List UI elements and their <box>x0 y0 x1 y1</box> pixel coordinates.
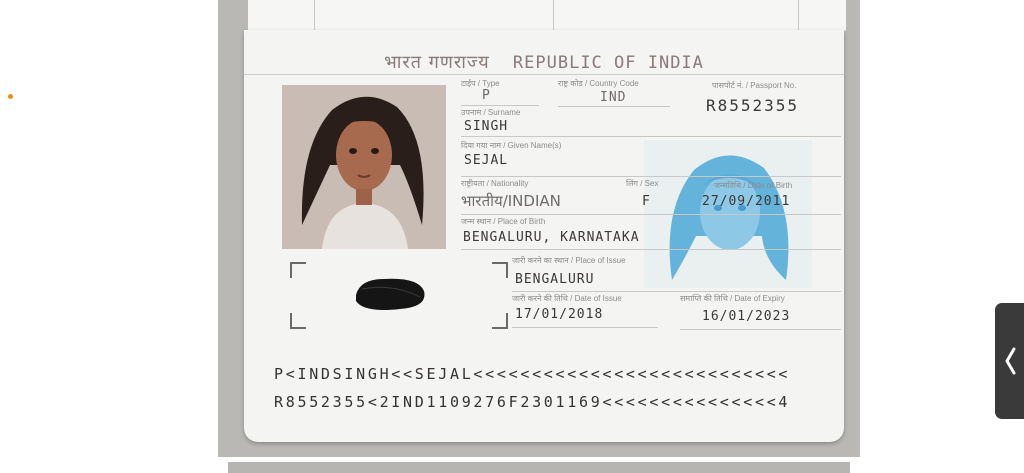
passport-data-page <box>244 30 844 442</box>
indicator-dot <box>8 94 13 99</box>
place-of-issue-value: BENGALURU <box>515 272 595 287</box>
header-english: REPUBLIC OF INDIA <box>512 53 704 73</box>
nationality-value: भारतीय/INDIAN <box>461 192 561 210</box>
type-value: P <box>482 88 491 103</box>
mrz-line-2: R8552355<2IND1109276F2301169<<<<<<<<<<<<<<<4 <box>274 393 791 411</box>
sex-value: F <box>642 194 651 209</box>
country-code-value: IND <box>600 90 627 105</box>
chevron-left-icon <box>1003 346 1017 376</box>
place-of-birth-label: जन्म स्थान / Place of Birth <box>461 217 546 226</box>
date-of-expiry-value: 16/01/2023 <box>702 309 791 324</box>
nationality-label: राष्ट्रीयता / Nationality <box>461 179 529 188</box>
sex-label: लिंग / Sex <box>626 179 659 188</box>
date-of-issue-label: जारी करने की तिथि / Date of Issue <box>512 294 622 303</box>
portrait-image <box>282 85 446 249</box>
holder-photo <box>282 85 446 249</box>
surname-label: उपनाम / Surname <box>461 108 521 117</box>
dob-label: जन्मतिथि / Date of Birth <box>714 181 793 190</box>
passport-header <box>244 50 844 74</box>
given-name-value: SEJAL <box>464 153 509 168</box>
date-of-expiry-label: समाप्ति की तिथि / Date of Expiry <box>680 294 785 303</box>
passport-no-label: पासपोर्ट नं. / Passport No. <box>712 81 797 90</box>
header-hindi: भारत गणराज्य <box>384 52 490 73</box>
surname-value: SINGH <box>464 119 509 134</box>
signature-image <box>352 273 428 313</box>
previous-page-strip <box>248 0 846 31</box>
passport-no-value: R8552355 <box>706 96 800 115</box>
mrz-line-1: P<INDSINGH<<SEJAL<<<<<<<<<<<<<<<<<<<<<<<<<<< <box>274 365 791 383</box>
given-name-label: दिया गया नाम / Given Name(s) <box>461 141 562 150</box>
dob-value: 27/09/2011 <box>702 194 791 209</box>
country-code-label: राष्ट्र कोड / Country Code <box>558 79 639 88</box>
place-of-issue-label: जारी करने का स्थान / Place of Issue <box>512 256 626 265</box>
passport-scan <box>218 0 860 457</box>
next-page-edge <box>228 462 850 473</box>
place-of-birth-value: BENGALURU, KARNATAKA <box>463 230 640 245</box>
type-label: टाईप / Type <box>461 79 500 88</box>
side-panel-toggle[interactable] <box>995 303 1024 419</box>
date-of-issue-value: 17/01/2018 <box>515 307 604 322</box>
